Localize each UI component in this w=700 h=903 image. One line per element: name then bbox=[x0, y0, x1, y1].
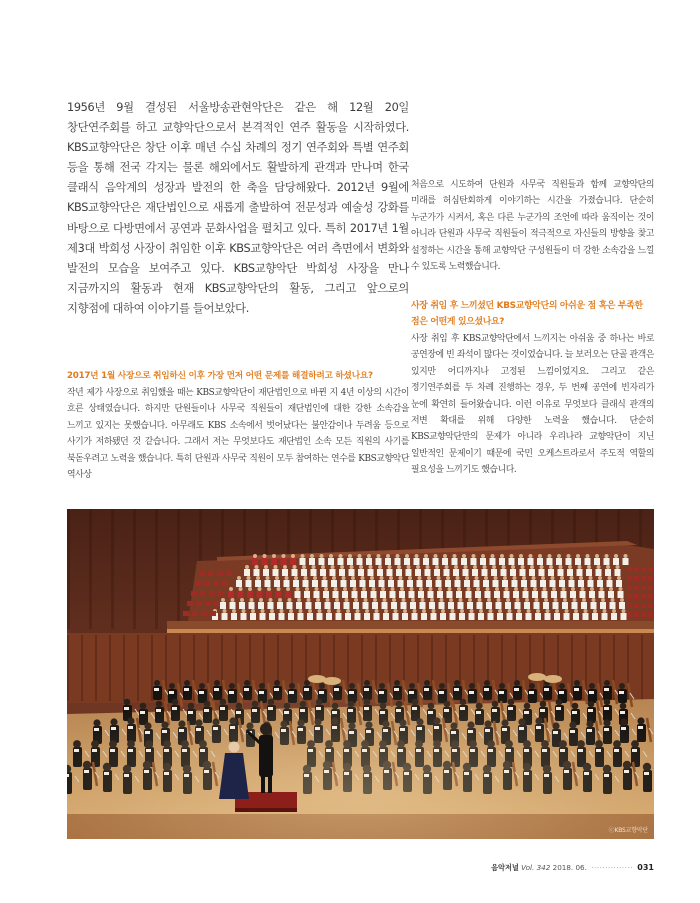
page-number: 031 bbox=[637, 863, 654, 872]
interview-answer-1: 작년 제가 사장으로 취임했을 때는 KBS교향악단이 재단법인으로 바뀐 지 4년 이상의 시간이 흐른 상태였습니다. 하지만 단원들이나 사무국 직원들이 재단법인에 대한 강한 소속감을 느끼고 있지는 못했습니다. 아무래도 KBS 소속에서 벗어났다는 불안감이나 두려움 등으로 사기가 저하됐던 것 같습니다. 그래서 저는 무엇보다도 재단법인 소속 모든 직원의 사기를 북돋우려고 노력을 했습니다. 특히 단원과 사무국 직원이 모두 참여하는 연수를 KBS교향악단 역사상 bbox=[67, 388, 409, 481]
photo-credit: ⓒKBS교향악단 bbox=[608, 827, 648, 834]
interview-answer-2: 사장 취임 후 KBS교향악단에서 느끼지는 아쉬움 중 하나는 바로 공연장에 빈 좌석이 많다는 것이었습니다. 늘 보러오는 단골 관객은 있지만 어디까지나 고정된 느낌이었지요. 그리고 같은 정기연주회를 두 차례 진행하는 경우, 두 번째 공연에 빈자리가 눈에 확연히 들어왔습니다. 이런 이유로 무엇보다 클래식 관객의 저변 확대를 위해 다양한 노력을 했습니다. 단순히 KBS교향악단만의 문제가 아니라 우리나라 교향악단이 지닌 일반적인 문제이기 때문에 국민 오케스트라로서 주도적 역할의 필요성을 느끼기도 했습니다. bbox=[411, 334, 654, 476]
footer-dot-leader: ··············· bbox=[591, 863, 633, 872]
footer-date: 2018. 06. bbox=[552, 863, 587, 872]
intro-paragraph: 1956년 9월 결성된 서울방송관현악단은 같은 해 12월 20일 창단연주회를 하고 교향악단으로서 본격적인 연주 활동을 시작하였다. KBS교향악단은 창단 이후 매년 수십 차례의 정기 연주회와 특별 연주회 등을 통해 전국 각지는 물론 해외에서도 활발하게 관객과 만나며 한국 클래식 음악계의 성장과 발전의 한 축을 담당해왔다. 2012년 9월에 KBS교향악단은 재단법인으로 새롭게 출발하여 전문성과 예술성 강화를 바탕으로 다방면에서 공연과 문화사업을 펼치고 있다. 특히 2017년 1월 제3대 박희성 사장이 취임한 이후 KBS교향악단은 여러 측면에서 변화와 발전의 모습을 보여주고 있다. KBS교향악단 박희성 사장을 만나 지금까지의 활동과 현재 KBS교향악단의 활동, 그리고 앞으로의 지향점에 대하여 이야기를 들어보았다. bbox=[67, 101, 409, 315]
interview-question-1: 2017년 1월 사장으로 취임하신 이후 가장 먼저 어떤 문제를 해결하려고 하셨나요? bbox=[67, 371, 373, 381]
page-footer bbox=[390, 863, 654, 873]
footer-volume: Vol. 342 bbox=[521, 863, 551, 872]
concert-hall-illustration bbox=[67, 509, 654, 839]
footer-magazine-name: 음악저널 bbox=[491, 863, 519, 872]
orchestra-concert-photo bbox=[67, 509, 654, 839]
interview-answer-1-continued: 처음으로 시도하여 단원과 사무국 직원들과 함께 교향악단의 미래를 허심탄회하게 이야기하는 시간을 가졌습니다. 단순히 누군가가 시켜서, 혹은 다른 누군가의 조언에 따라 움직이는 것이 아니라 단원과 사무국 직원들이 적극적으로 자신들의 방향을 찾고 설정하는 시간을 통해 교향악단 구성원들이 더 강한 소속감을 느낄 수 있도록 노력했습니다. bbox=[411, 180, 654, 273]
interview-question-2: 사장 취임 후 느끼셨던 KBS교향악단의 아쉬운 점 혹은 부족한 점은 어떤게 있으셨나요? bbox=[411, 301, 643, 328]
